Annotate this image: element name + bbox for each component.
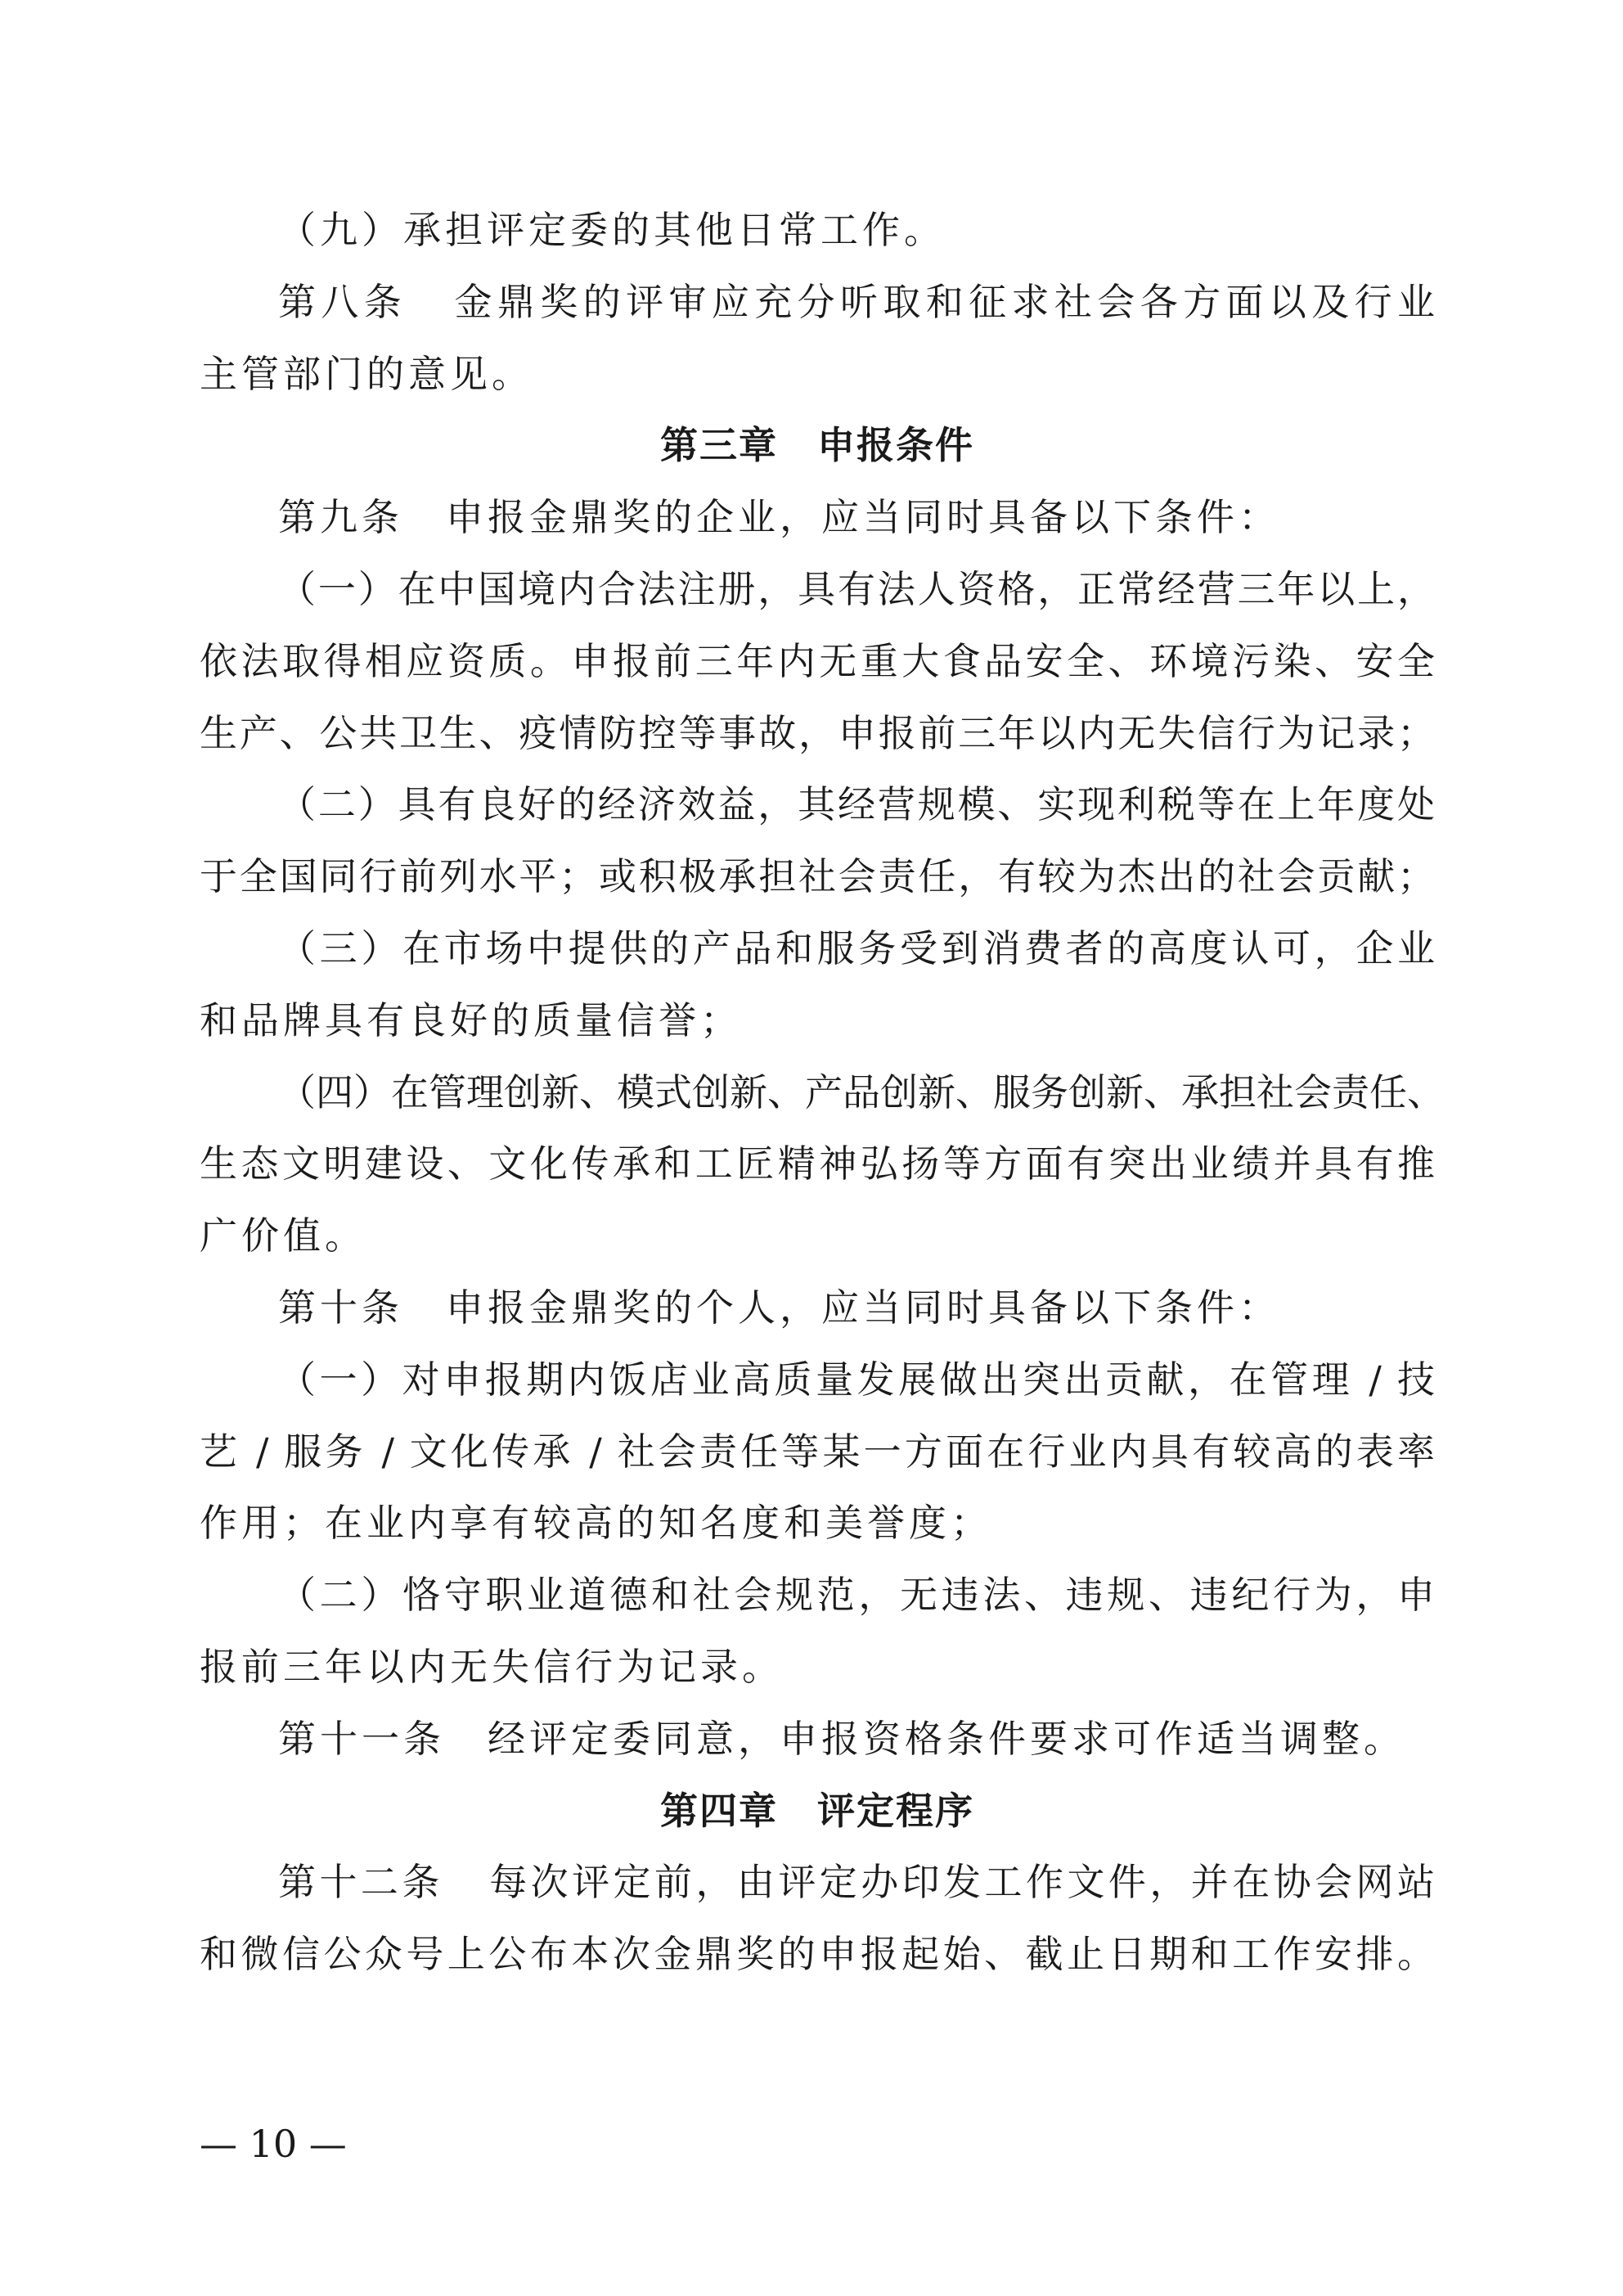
chapter-4-heading: 第四章 评定程序 [660, 1788, 974, 1833]
article-10-item-2-line-1: （二）恪守职业道德和社会规范，无违法、违规、违纪行为，申 [278, 1573, 1435, 1618]
article-12-label: 第十二条 [278, 1860, 443, 1905]
page-number: — 10 — [200, 2122, 347, 2166]
article-9-item-1-line-1: （一）在中国境内合法注册，具有法人资格，正常经营三年以上， [278, 566, 1435, 611]
article-9-label: 第九条 [278, 495, 403, 540]
article-10-line-1: 第十条 申报金鼎奖的个人，应当同时具备以下条件： [278, 1285, 1280, 1330]
document-body [200, 195, 1445, 1991]
article-9-item-1-line-3: 生产、公共卫生、疫情防控等事故，申报前三年以内无失信行为记录； [200, 710, 1435, 755]
chapter-3-heading: 第三章 申报条件 [660, 423, 974, 468]
article-11-label: 第十一条 [278, 1716, 445, 1761]
article-9-item-4-line-2: 生态文明建设、文化传承和工匠精神弘扬等方面有突出业绩并具有推 [200, 1141, 1435, 1186]
article-9-item-3-line-2: 和品牌具有良好的质量信誉； [200, 997, 742, 1042]
article-10-item-1-line-3: 作用；在业内享有较高的知名度和美誉度； [200, 1501, 992, 1546]
article-9-item-2-line-1: （二）具有良好的经济效益，其经营规模、实现利税等在上年度处 [278, 782, 1435, 827]
article-8-line-1: 第八条 金鼎奖的评审应充分听取和征求社会各方面以及行业 [278, 279, 1436, 324]
article-8-line-2: 主管部门的意见。 [200, 351, 533, 396]
article-9-item-2-line-2: 于全国同行前列水平；或积极承担社会责任，有较为杰出的社会贡献； [200, 854, 1435, 899]
article-12-line-2: 和微信公众号上公布本次金鼎奖的申报起始、截止日期和工作安排。 [200, 1932, 1435, 1977]
article-8-label: 第八条 [278, 279, 407, 324]
article-10-item-1-line-1: （一）对申报期内饭店业高质量发展做出突出贡献，在管理 / 技 [278, 1357, 1435, 1402]
article-11-line-1: 第十一条 经评定委同意，申报资格条件要求可作适当调整。 [278, 1716, 1405, 1761]
article-10-item-1-line-2: 艺 / 服务 / 文化传承 / 社会责任等某一方面在行业内具有较高的表率 [200, 1429, 1435, 1474]
article-9-item-1-line-2: 依法取得相应资质。申报前三年内无重大食品安全、环境污染、安全 [200, 638, 1435, 683]
article-9-line-1: 第九条 申报金鼎奖的企业，应当同时具备以下条件： [278, 495, 1280, 540]
article-9-item-4-line-3: 广价值。 [200, 1213, 366, 1258]
item-9-line: （九）承担评定委的其他日常工作。 [278, 208, 946, 252]
article-12-line-1: 第十二条 每次评定前，由评定办印发工作文件，并在协会网站 [278, 1860, 1436, 1905]
article-10-item-2-line-2: 报前三年以内无失信行为记录。 [200, 1644, 784, 1689]
article-10-label: 第十条 [278, 1285, 403, 1330]
article-9-item-4-line-1: （四）在管理创新、模式创新、产品创新、服务创新、承担社会责任、 [278, 1069, 1445, 1114]
article-9-item-3-line-1: （三）在市场中提供的产品和服务受到消费者的高度认可，企业 [278, 925, 1435, 970]
